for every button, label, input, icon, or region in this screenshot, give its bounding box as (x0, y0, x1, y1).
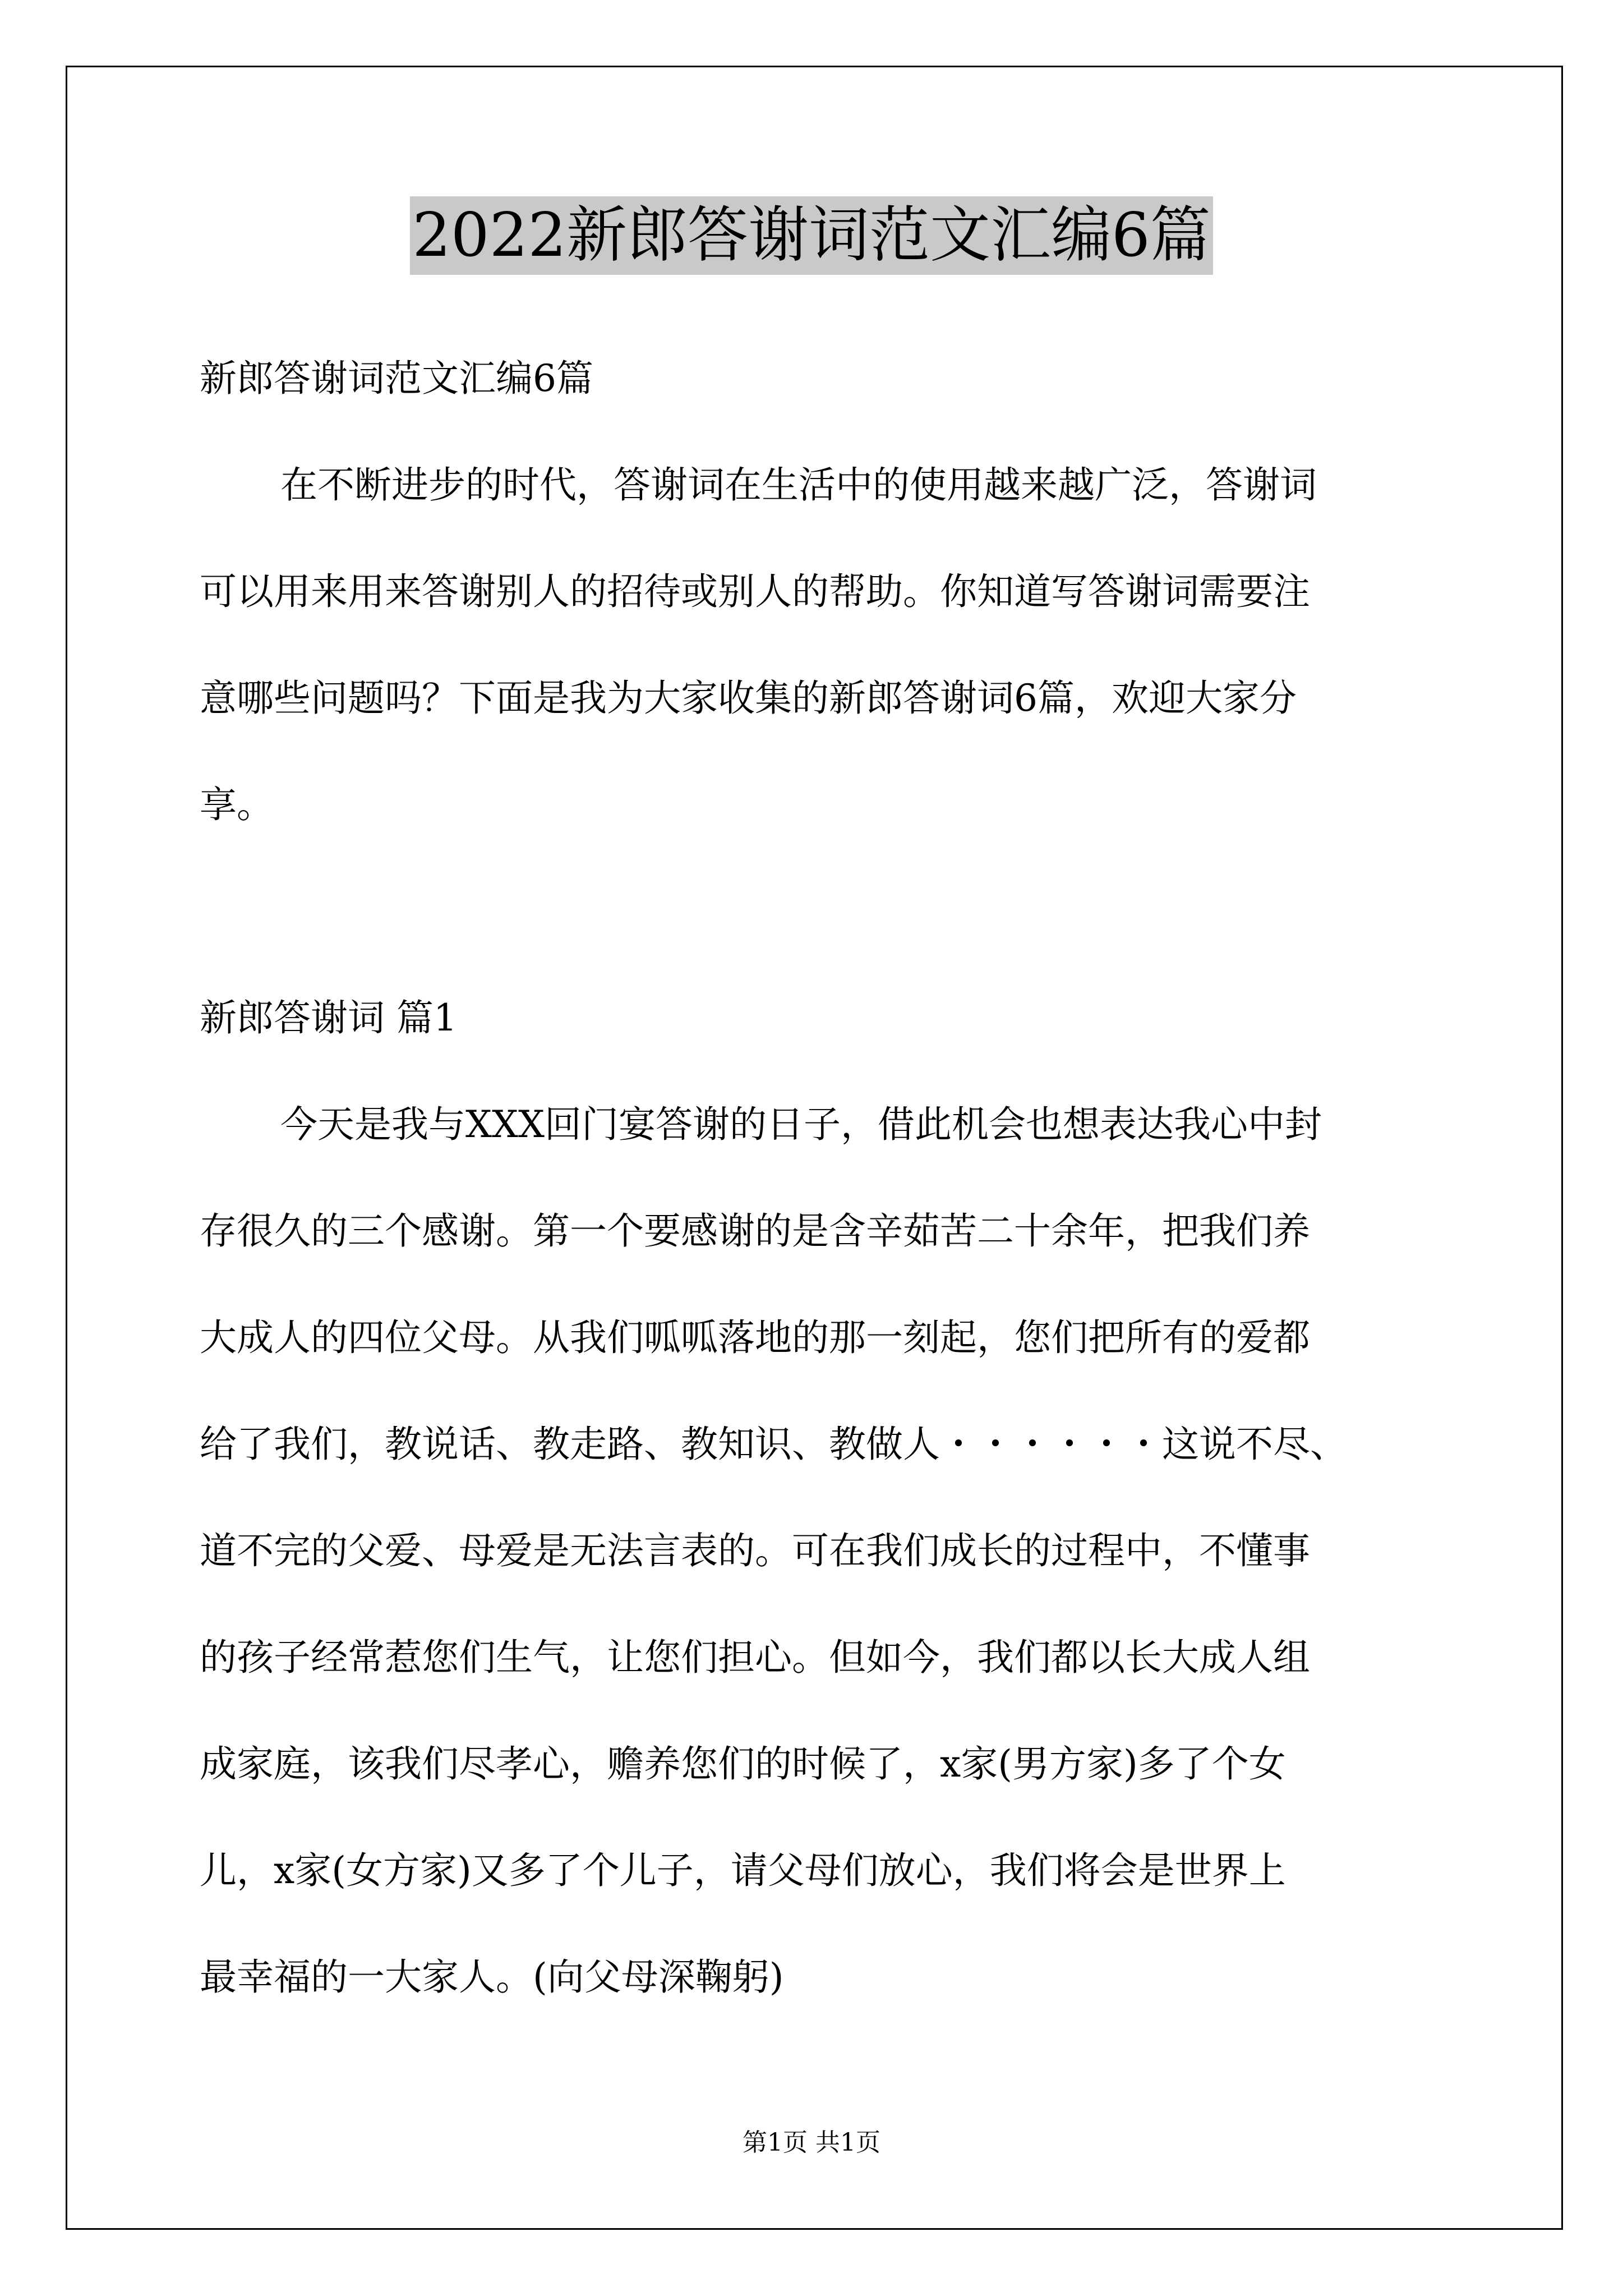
intro-line-3: 意哪些问题吗？下面是我为大家收集的新郎答谢词6篇，欢迎大家分 (200, 677, 1297, 720)
body-line-6: 的孩子经常惹您们生气，让您们担心。但如今，我们都以长大成人组 (200, 1636, 1310, 1679)
section-heading: 新郎答谢词 篇1 (200, 996, 457, 1039)
body-line-2: 存很久的三个感谢。第一个要感谢的是含辛茹苦二十余年，把我们养 (200, 1209, 1310, 1253)
document-title-text: 2022新郎答谢词范文汇编6篇 (410, 196, 1213, 275)
document-title (0, 196, 1623, 275)
intro-line-4: 享。 (200, 783, 274, 826)
body-line-1: 今天是我与XXX回门宴答谢的日子，借此机会也想表达我心中封 (280, 1103, 1322, 1146)
body-line-9: 最幸福的一大家人。(向父母深鞠躬) (200, 1955, 784, 1999)
document-subtitle: 新郎答谢词范文汇编6篇 (200, 357, 593, 400)
body-line-8: 儿，x家(女方家)又多了个儿子，请父母们放心，我们将会是世界上 (200, 1849, 1286, 1892)
body-line-3: 大成人的四位父母。从我们呱呱落地的那一刻起，您们把所有的爱都 (200, 1316, 1310, 1359)
page-number-footer: 第1页 共1页 (743, 2128, 880, 2157)
body-line-7: 成家庭，该我们尽孝心，赡养您们的时候了，x家(男方家)多了个女 (200, 1742, 1286, 1786)
intro-line-1: 在不断进步的时代，答谢词在生活中的使用越来越广泛，答谢词 (280, 463, 1317, 507)
body-line-5: 道不完的父爱、母爱是无法言表的。可在我们成长的过程中，不懂事 (200, 1529, 1310, 1572)
intro-line-2: 可以用来用来答谢别人的招待或别人的帮助。你知道写答谢词需要注 (200, 570, 1310, 613)
body-line-4: 给了我们，教说话、教走路、教知识、教做人・・・・・・这说不尽、 (200, 1423, 1347, 1466)
